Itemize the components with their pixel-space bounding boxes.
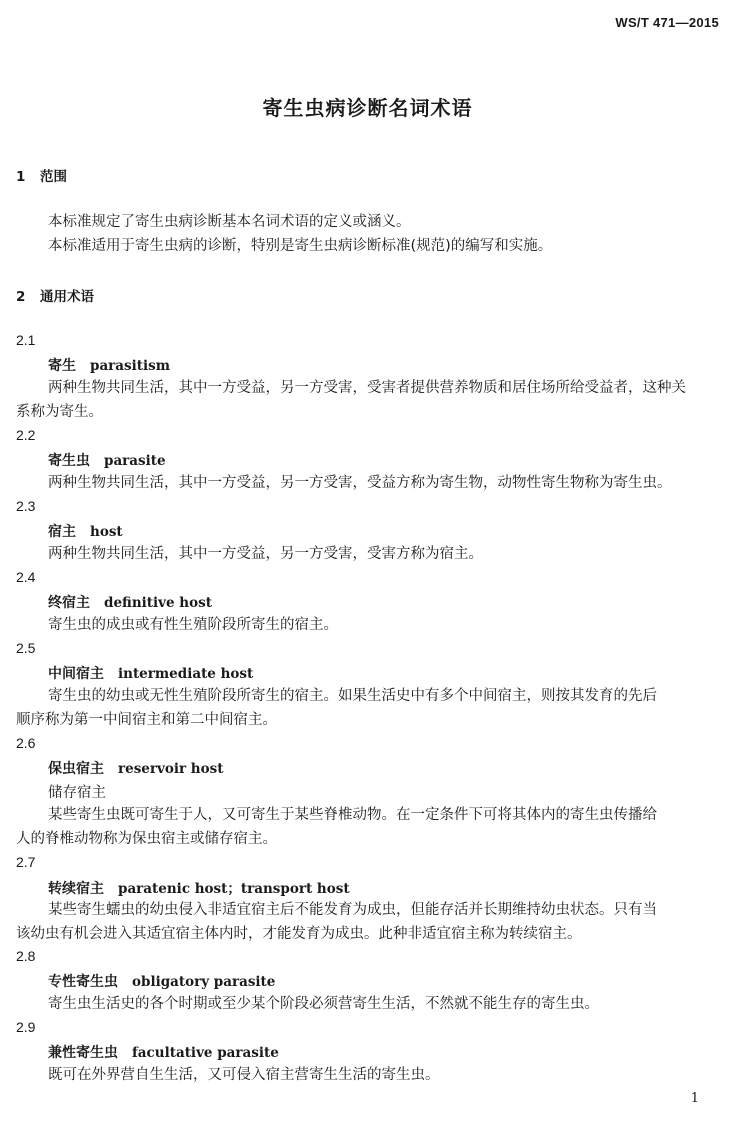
scope-paragraph-1: 本标准规定了寄生虫病诊断基本名词术语的定义或涵义。 [48, 214, 411, 230]
section-heading-scope [16, 165, 67, 185]
term-number: 2.1 [16, 332, 36, 348]
definition-line: 寄生虫生活史的各个时期或至少某个阶段必须营寄生生活，不然就不能生存的寄生虫。 [48, 996, 599, 1012]
definition-line: 两种生物共同生活，其中一方受益，另一方受害，受害者提供营养物质和居住场所给受益者，这种关 [48, 380, 686, 396]
term-en: definitive host [104, 595, 212, 611]
term-name [48, 663, 253, 683]
term-definition [16, 471, 720, 495]
term-number: 2.4 [16, 569, 36, 585]
term-number: 2.6 [16, 735, 36, 751]
section-number: 2 [16, 289, 26, 305]
term-definition [16, 803, 720, 851]
term-cn: 保虫宿主 [48, 761, 104, 777]
section-title: 范围 [40, 169, 67, 185]
term-number: 2.5 [16, 640, 36, 656]
term-name [48, 1042, 279, 1062]
term-en: parasitism [90, 358, 171, 374]
term-en: obligatory parasite [132, 974, 276, 990]
term-en: intermediate host [118, 666, 254, 682]
term-cn: 寄生虫 [48, 453, 90, 469]
definition-line: 寄生虫的成虫或有性生殖阶段所寄生的宿主。 [48, 617, 338, 633]
definition-line: 人的脊椎动物称为保虫宿主或储存宿主。 [16, 831, 277, 847]
term-definition [16, 542, 720, 566]
term-name [48, 758, 223, 778]
definition-line: 该幼虫有机会进入其适宜宿主体内时，才能发育为成虫。此种非适宜宿主称为转续宿主。 [16, 926, 582, 942]
definition-line: 两种生物共同生活，其中一方受益，另一方受害，受害方称为宿主。 [48, 546, 483, 562]
term-cn: 宿主 [48, 524, 76, 540]
term-number: 2.2 [16, 427, 36, 443]
section-heading-general-terms [16, 285, 94, 305]
term-cn: 终宿主 [48, 595, 90, 611]
alternative-term: 储存宿主 [48, 785, 106, 801]
term-cn: 中间宿主 [48, 666, 104, 682]
term-name [48, 521, 123, 541]
standard-code: WS/T 471—2015 [615, 15, 719, 30]
term-en: reservoir host [118, 761, 224, 777]
term-number: 2.7 [16, 854, 36, 870]
page-number: 1 [690, 1091, 699, 1106]
definition-line: 顺序称为第一中间宿主和第二中间宿主。 [16, 712, 277, 728]
scope-paragraph-2: 本标准适用于寄生虫病的诊断，特别是寄生虫病诊断标准(规范)的编写和实施。 [48, 238, 553, 254]
term-number: 2.8 [16, 948, 36, 964]
definition-line: 既可在外界营自生生活，又可侵入宿主营寄生生活的寄生虫。 [48, 1067, 440, 1083]
term-en: host [90, 524, 123, 540]
term-number: 2.3 [16, 498, 36, 514]
definition-line: 系称为寄生。 [16, 404, 103, 420]
section-title: 通用术语 [40, 289, 94, 305]
definition-line: 两种生物共同生活，其中一方受益，另一方受害，受益方称为寄生物，动物性寄生物称为寄生虫。 [48, 475, 672, 491]
term-definition [16, 1063, 720, 1087]
term-definition [16, 898, 720, 946]
definition-line: 某些寄生虫既可寄生于人，又可寄生于某些脊椎动物。在一定条件下可将其体内的寄生虫传播给 [48, 807, 657, 823]
term-name [48, 355, 170, 375]
definition-line: 某些寄生蠕虫的幼虫侵入非适宜宿主后不能发育为成虫，但能存活并长期维持幼虫状态。只有当 [48, 902, 657, 918]
term-cn: 兼性寄生虫 [48, 1045, 118, 1061]
term-cn: 转续宿主 [48, 881, 104, 897]
term-cn: 寄生 [48, 358, 76, 374]
term-name [48, 877, 350, 898]
term-name [48, 592, 212, 612]
section-number: 1 [16, 169, 26, 185]
document-title: 寄生虫病诊断名词术语 [262, 96, 473, 120]
definition-line: 寄生虫的幼虫或无性生殖阶段所寄生的宿主。如果生活史中有多个中间宿主，则按其发育的先后 [48, 688, 657, 704]
term-en: parasite [104, 453, 166, 469]
term-definition [16, 992, 720, 1016]
term-en: facultative parasite [132, 1045, 279, 1061]
term-number: 2.9 [16, 1019, 36, 1035]
term-cn: 专性寄生虫 [48, 974, 118, 990]
term-en: paratenic host；transport host [118, 881, 350, 897]
term-definition [16, 613, 720, 637]
term-definition [16, 376, 720, 424]
term-name [48, 450, 166, 470]
term-name [48, 971, 275, 991]
term-definition [16, 684, 720, 732]
